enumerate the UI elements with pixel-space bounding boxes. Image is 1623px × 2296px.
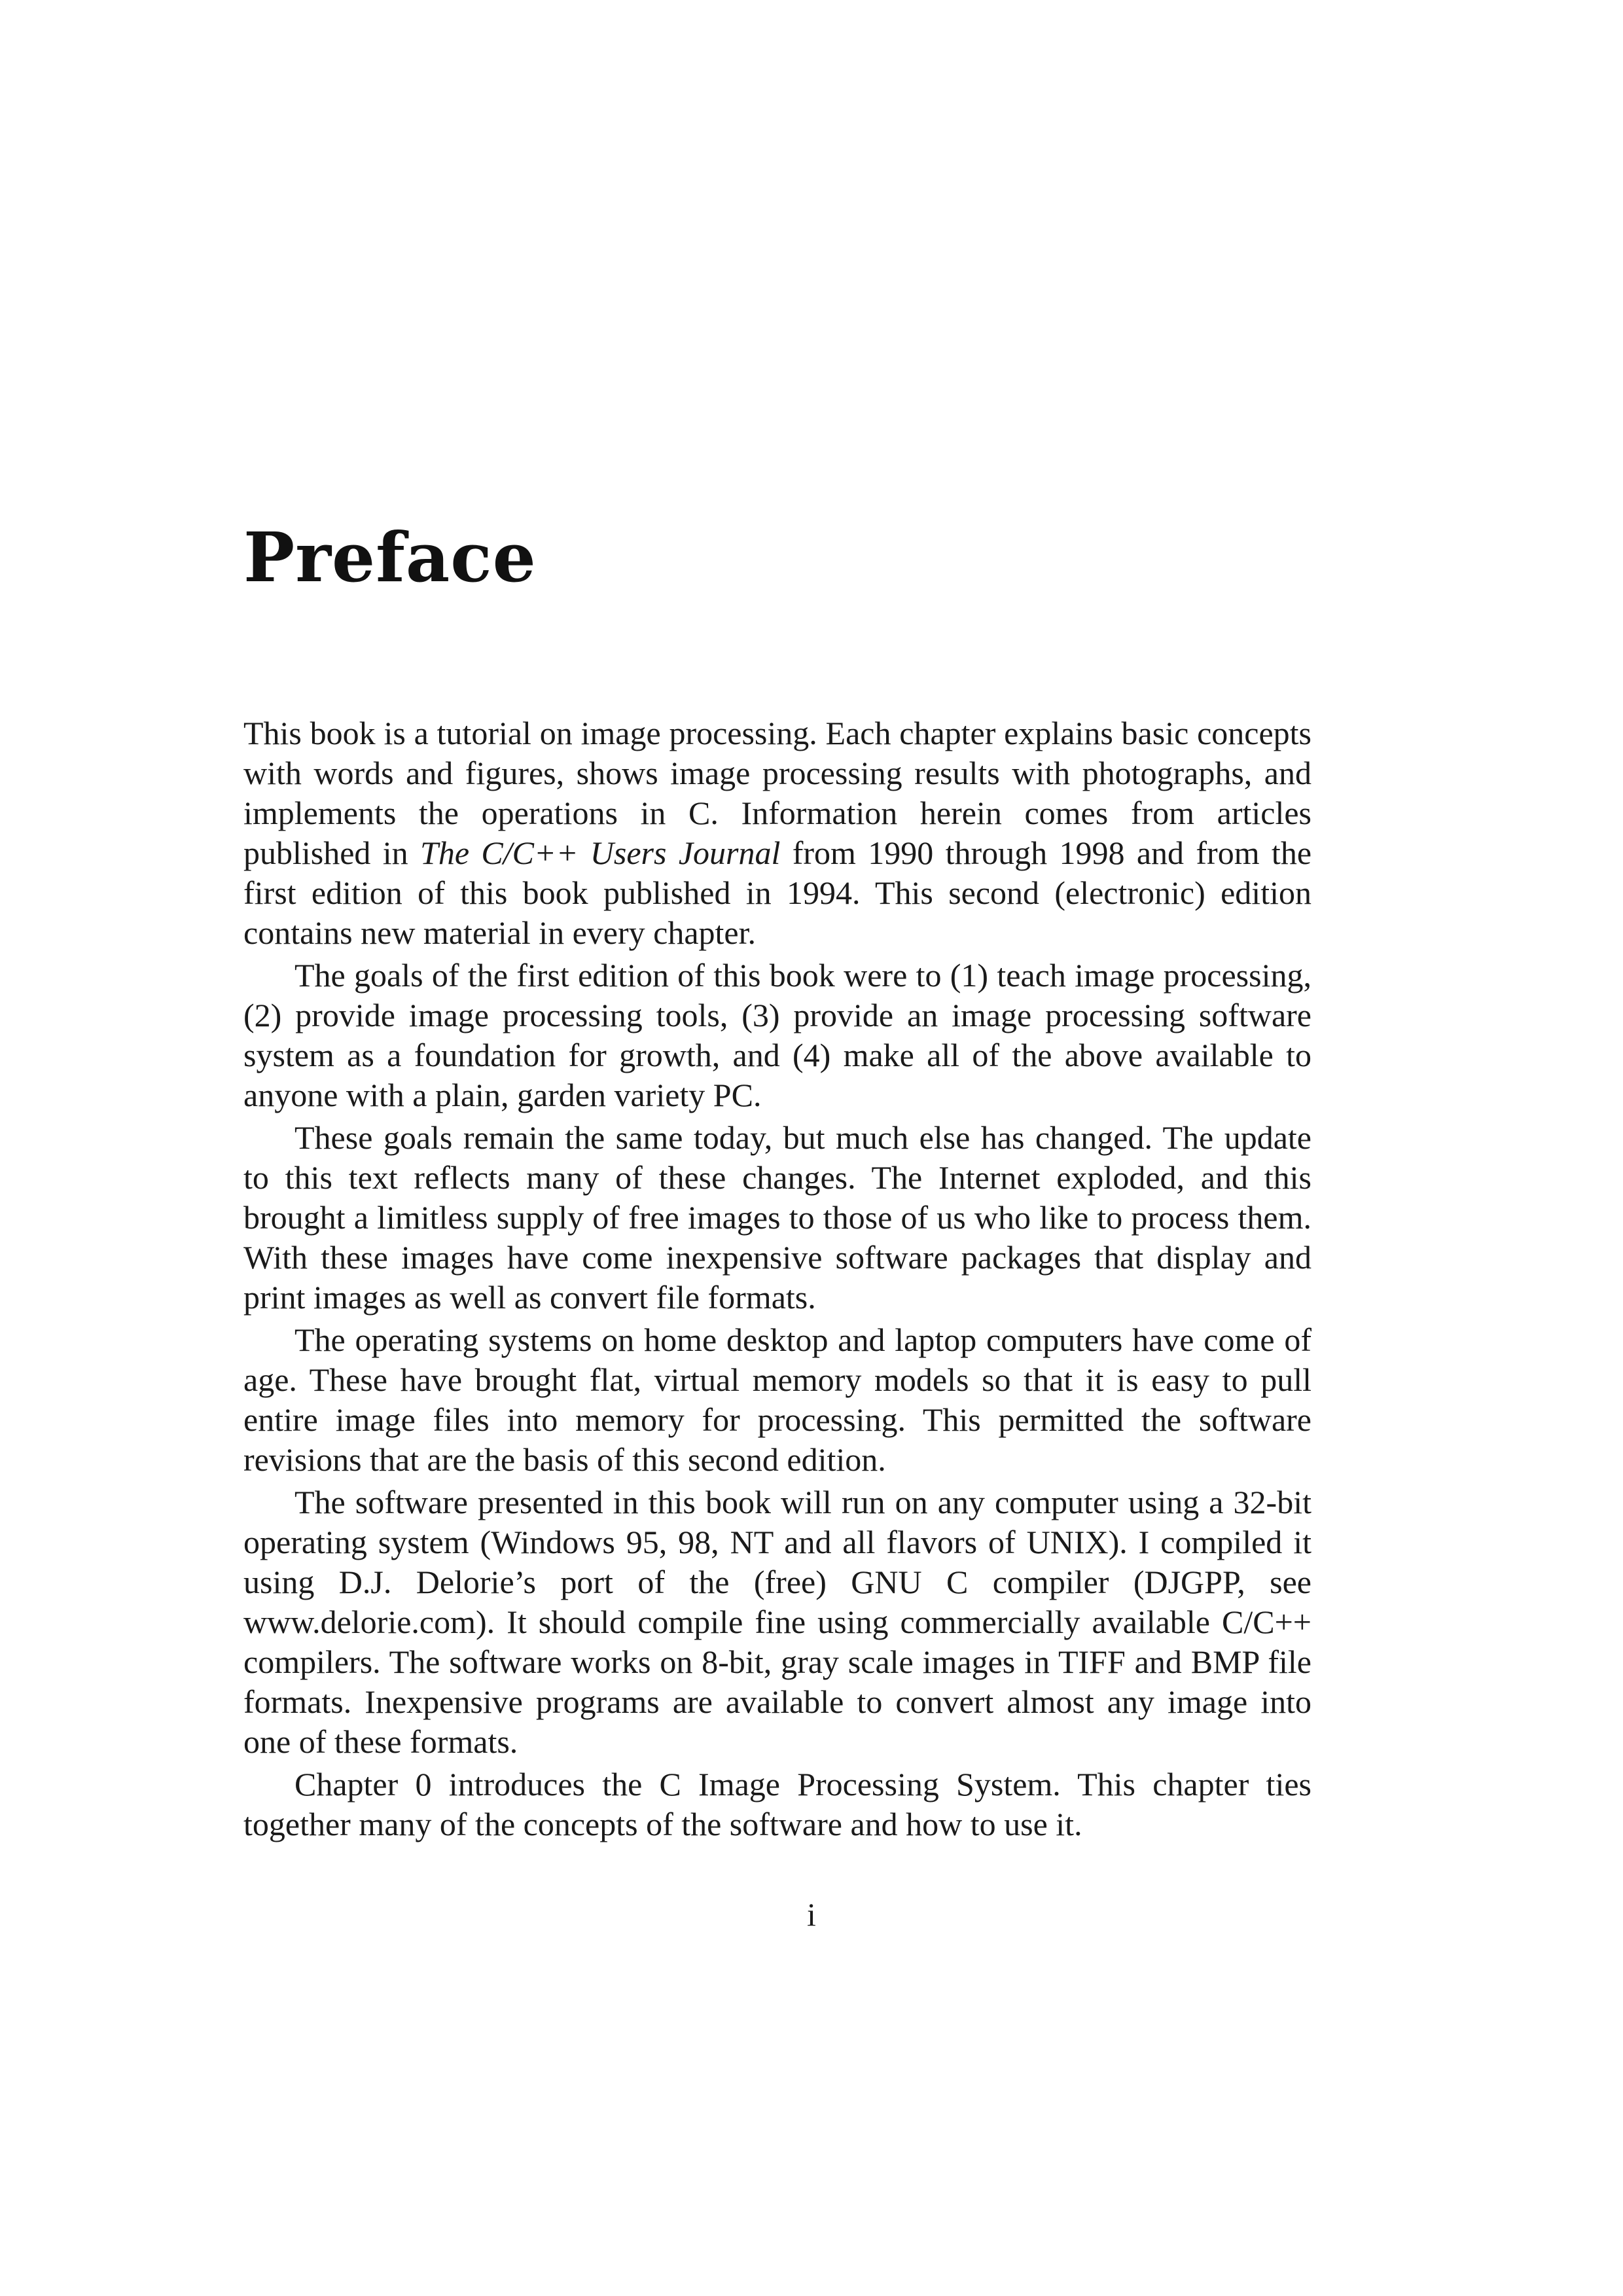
preface-body [243, 713, 1311, 1847]
paragraph-1 [243, 713, 1311, 953]
paragraph-1-text-start: This book is a tutorial on image processing. Each chapter explains basic concepts with words and figures, shows image processing results with photographs, and implements the operations in C. Information herein comes from articles published in [243, 715, 1311, 871]
paragraph-4: The operating systems on home desktop and laptop computers have come of age. These have brought flat, virtual memory models so that it is easy to pull entire image files into memory for processing. This permitted the software revisions that are the basis of this second edition. [243, 1321, 1311, 1478]
journal-title: The C/C++ Users Journal [420, 834, 781, 871]
paragraph-1-text-end: from 1990 through 1998 and from the first edition of this book published in 1994. This second (electronic) edition contains new material in every chapter. [243, 834, 1312, 951]
paragraph-3: These goals remain the same today, but much else has changed. The update to this text reflects many of these changes. The Internet exploded, and this brought a limitless supply of free images to those of us who like to process them. With these images have come inexpensive software packages that display and print images as well as convert file formats. [243, 1119, 1311, 1316]
paragraph-2: The goals of the first edition of this book were to (1) teach image processing, (2) provide image processing tools, (3) provide an image processing software system as a foundation for growth, and (4) make all of the above available to anyone with a plain, garden variety PC. [243, 957, 1311, 1113]
chapter-title: Preface [243, 517, 537, 598]
page-number: i [807, 1896, 816, 1933]
paragraph-6: Chapter 0 introduces the C Image Processing System. This chapter ties together many of the concepts of the software and how to use it. [243, 1766, 1311, 1842]
paragraph-5: The software presented in this book will run on any computer using a 32-bit operating system (Windows 95, 98, NT and all flavors of UNIX). I compiled it using D.J. Delorie’s port of the (free) GNU C compiler (DJGPP, see www.delorie.com). It should compile fine using commercially available C/C++ compilers. The software works on 8-bit, gray scale images in TIFF and BMP file formats. Inexpensive programs are available to convert almost any image into one of these formats. [243, 1484, 1311, 1760]
